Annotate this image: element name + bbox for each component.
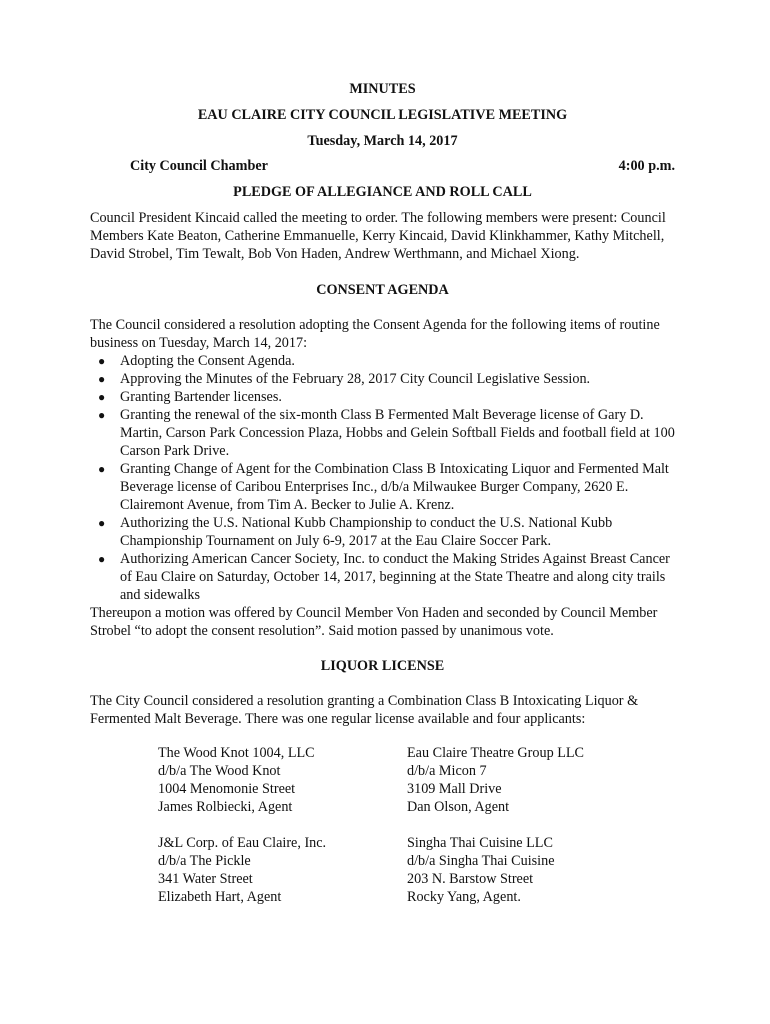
bullet-icon: ● xyxy=(98,372,106,386)
applicant-block xyxy=(407,744,667,816)
applicant-name: The Wood Knot 1004, LLC xyxy=(158,745,315,761)
applicant-block xyxy=(407,834,667,906)
applicant-block xyxy=(158,834,407,906)
applicant-address: 203 N. Barstow Street xyxy=(407,871,534,887)
bullet-icon: ● xyxy=(98,462,106,476)
pledge-heading: PLEDGE OF ALLEGIANCE AND ROLL CALL xyxy=(233,184,532,200)
bullet-icon: ● xyxy=(98,552,106,566)
applicant-name: Singha Thai Cuisine LLC xyxy=(407,835,553,851)
applicant-name: J&L Corp. of Eau Claire, Inc. xyxy=(158,835,327,851)
bullet-icon: ● xyxy=(98,390,106,404)
meeting-date: Tuesday, March 14, 2017 xyxy=(307,133,458,149)
venue-row xyxy=(90,157,675,175)
liquor-heading: LIQUOR LICENSE xyxy=(320,658,445,674)
applicant-agent: Dan Olson, Agent xyxy=(407,799,510,815)
applicant-agent: Elizabeth Hart, Agent xyxy=(158,889,282,905)
applicant-agent: Rocky Yang, Agent. xyxy=(407,889,521,905)
list-item: ● Authorizing the U.S. National Kubb Championship to conduct the U.S. National Kubb Championship Tournament on July 6-9, 2017 at the Eau Claire Soccer Park. xyxy=(98,515,613,549)
consent-heading: CONSENT AGENDA xyxy=(316,282,449,298)
applicant-dba: d/b/a The Pickle xyxy=(158,853,251,869)
list-item: ● Adopting the Consent Agenda. xyxy=(98,353,295,369)
document-label: MINUTES xyxy=(349,81,416,97)
list-item: ● Authorizing American Cancer Society, Inc. to conduct the Making Strides Against Breast Cancer of Eau Claire on Saturday, October 14, 2017, beginning at the State Theatre and along city trails and sidewalks xyxy=(98,551,670,603)
liquor-intro: The City Council considered a resolution granting a Combination Class B Intoxicating Liquor & Fermented Malt Beverage. There was one regular license available and four applicants: xyxy=(90,693,639,727)
meeting-title: EAU CLAIRE CITY COUNCIL LEGISLATIVE MEETING xyxy=(197,107,568,123)
applicants-grid xyxy=(90,744,675,906)
applicant-address: 3109 Mall Drive xyxy=(407,781,502,797)
applicant-address: 341 Water Street xyxy=(158,871,253,887)
list-item: ● Approving the Minutes of the February 28, 2017 City Council Legislative Session. xyxy=(98,371,591,387)
list-item: ● Granting Change of Agent for the Combination Class B Intoxicating Liquor and Fermented Malt Beverage license of Caribou Enterprises Inc., d/b/a Milwaukee Burger Company, 2620 E. Clairemont Avenue, from Tim A. Becker to Julie A. Krenz. xyxy=(98,461,669,513)
consent-intro: The Council considered a resolution adopting the Consent Agenda for the following items of routine business on Tuesday, March 14, 2017: xyxy=(90,317,660,351)
minutes-document xyxy=(90,80,675,906)
list-item: ● Granting Bartender licenses. xyxy=(98,389,282,405)
meeting-time: 4:00 p.m. xyxy=(618,158,675,174)
list-item: ● Granting the renewal of the six-month Class B Fermented Malt Beverage license of Gary D. Martin, Carson Park Concession Plaza, Hobbs and Gelein Softball Fields and football field at 100 Carson Park Drive. xyxy=(98,407,675,459)
applicant-block xyxy=(158,744,407,816)
applicant-dba: d/b/a Micon 7 xyxy=(407,763,487,779)
applicant-agent: James Rolbiecki, Agent xyxy=(158,799,293,815)
applicant-address: 1004 Menomonie Street xyxy=(158,781,296,797)
applicant-dba: d/b/a The Wood Knot xyxy=(158,763,281,779)
consent-items-list xyxy=(90,352,675,604)
bullet-icon: ● xyxy=(98,408,106,422)
applicant-dba: d/b/a Singha Thai Cuisine xyxy=(407,853,555,869)
meeting-venue: City Council Chamber xyxy=(130,158,268,174)
bullet-icon: ● xyxy=(98,516,106,530)
consent-motion: Thereupon a motion was offered by Council Member Von Haden and seconded by Council Member Strobel “to adopt the consent resolution”. Said motion passed by unanimous vote. xyxy=(90,605,658,639)
applicant-name: Eau Claire Theatre Group LLC xyxy=(407,745,585,761)
bullet-icon: ● xyxy=(98,354,106,368)
roll-call-text: Council President Kincaid called the meeting to order. The following members were present: Council Members Kate Beaton, Catherine Emmanuelle, Kerry Kincaid, David Klinkhammer, Kathy Mitchell, David Strobel, Tim Tewalt, Bob Von Haden, Andrew Werthmann, and Michael Xiong. xyxy=(90,210,666,262)
